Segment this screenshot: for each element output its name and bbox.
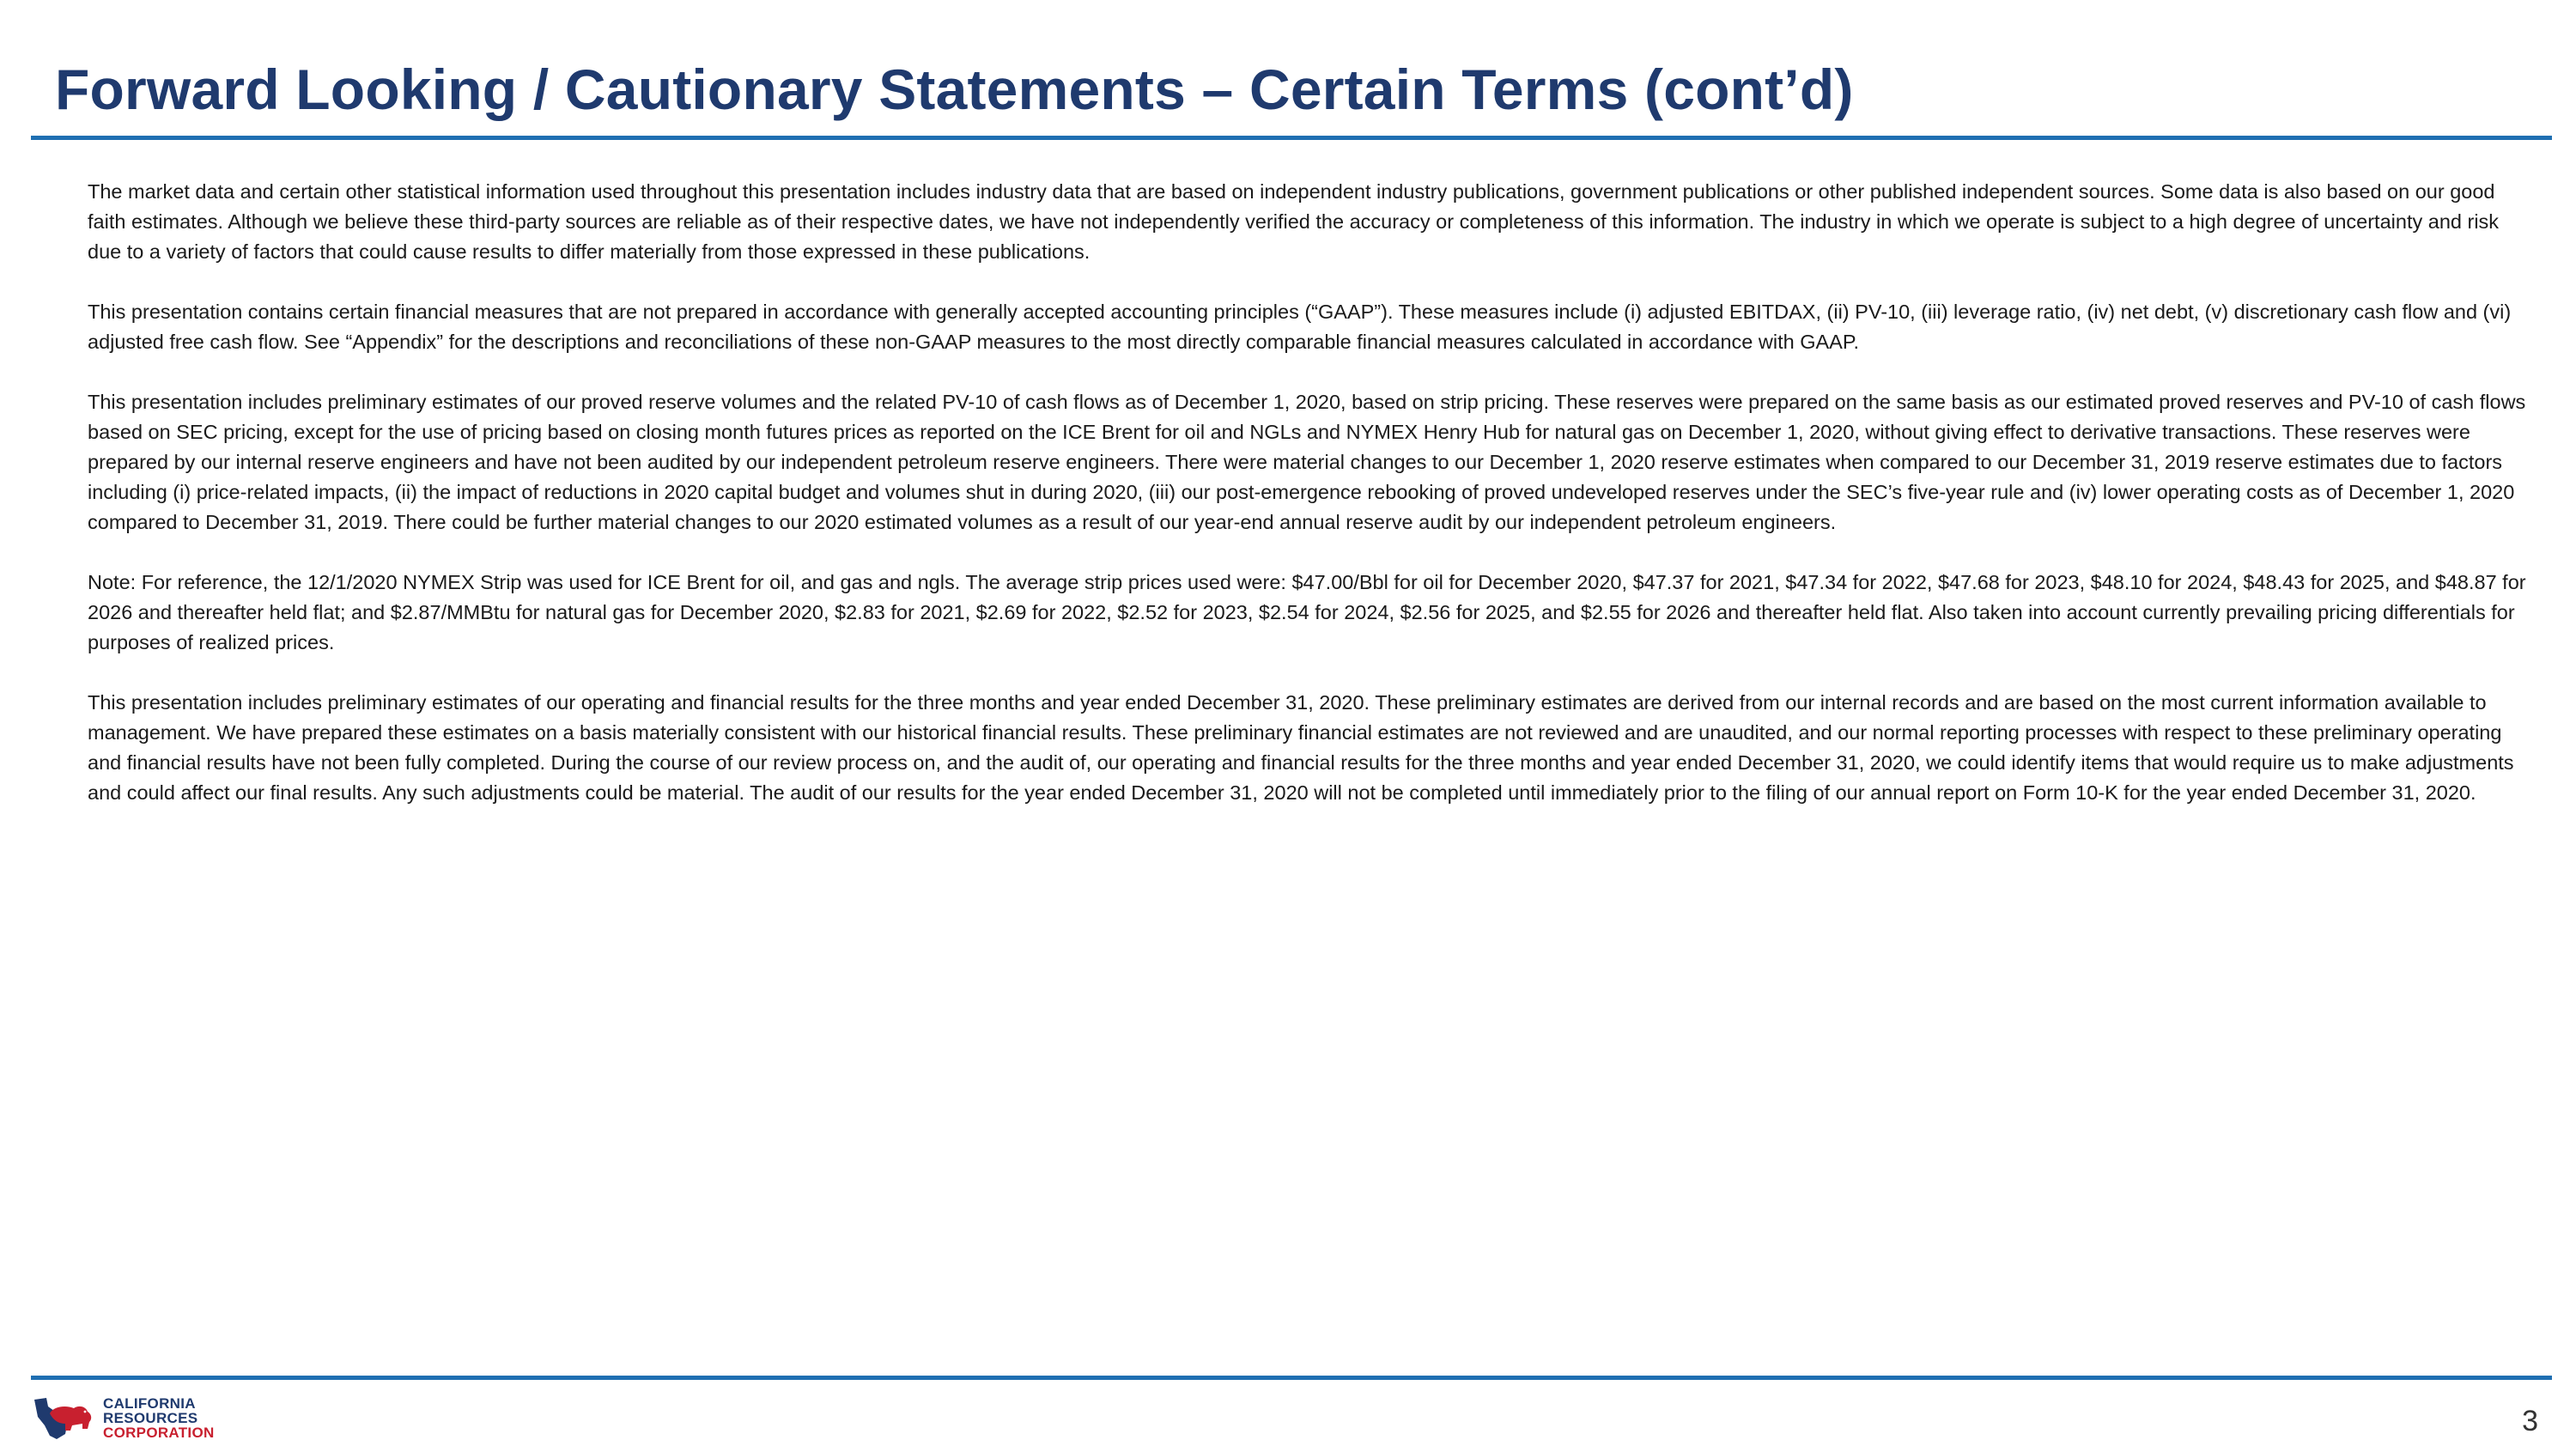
logo-line-2: RESOURCES <box>103 1410 198 1426</box>
disclaimer-body <box>88 177 2535 838</box>
logo-line-1: CALIFORNIA <box>103 1395 196 1412</box>
title-divider <box>31 136 2552 140</box>
logo-line-3: CORPORATION <box>103 1425 215 1441</box>
paragraph-reserves: This presentation includes preliminary estimates of our proved reserve volumes and the related PV-10 of cash flows as of December 1, 2020, based on strip pricing. These reserves were prepared on the same basis as our estimated proved reserves and PV-10 of cash flows based on SEC pricing, except for the use of pricing based on closing month futures prices as reported on the ICE Brent for oil and NGLs and NYMEX Henry Hub for natural gas on December 1, 2020, without giving effect to derivative transactions. These reserves were prepared by our internal reserve engineers and have not been audited by our independent petroleum reserve engineers. There were material changes to our December 1, 2020 reserve estimates when compared to our December 31, 2019 reserve estimates due to factors including (i) price-related impacts, (ii) the impact of reductions in 2020 capital budget and volumes shut in during 2020, (iii) our post-emergence rebooking of proved undeveloped reserves under the SEC’s five-year rule and (iv) lower operating costs as of December 1, 2020 compared to December 31, 2019. There could be further material changes to our 2020 estimated volumes as a result of our year-end annual reserve audit by our independent petroleum engineers. <box>88 391 2526 533</box>
slide-title: Forward Looking / Cautionary Statements – Certain Terms (cont’d) <box>55 58 1854 121</box>
paragraph-market-data: The market data and certain other statistical information used throughout this presentation includes industry data that are based on independent industry publications, government publications or other published independent sources. Some data is also based on our good faith estimates. Although we believe these third-party sources are reliable as of their respective dates, we have not independently verified the accuracy or completeness of this information. The industry in which we operate is subject to a high degree of uncertainty and risk due to a variety of factors that could cause results to differ materially from those expressed in these publications. <box>88 180 2500 263</box>
paragraph-preliminary-results: This presentation includes preliminary estimates of our operating and financial results for the three months and year ended December 31, 2020. These preliminary estimates are derived from our internal records and are based on the most current information available to management. We have prepared these estimates on a basis materially consistent with our historical financial results. These preliminary financial estimates are not reviewed and are unaudited, and our normal reporting processes with respect to these preliminary operating and financial results have not been fully completed. During the course of our review process on, and the audit of, our operating and financial results for the three months and year ended December 31, 2020, we could identify items that would require us to make adjustments and could affect our final results. Any such adjustments could be material. The audit of our results for the year ended December 31, 2020 will not be completed until immediately prior to the filing of our annual report on Form 10-K for the year ended December 31, 2020. <box>88 691 2514 804</box>
paragraph-strip-pricing-note: Note: For reference, the 12/1/2020 NYMEX Strip was used for ICE Brent for oil, and gas and ngls. The average strip prices used were: $47.00/Bbl for oil for December 2020, $47.37 for 2021, $47.34 for 2022, $47.68 for 2023, $48.10 for 2024, $48.43 for 2025, and $48.87 for 2026 and thereafter held flat; and $2.87/MMBtu for natural gas for December 2020, $2.83 for 2021, $2.69 for 2022, $2.52 for 2023, $2.54 for 2024, $2.56 for 2025, and $2.55 for 2026 and thereafter held flat. Also taken into account currently prevailing pricing differentials for purposes of realized prices. <box>88 571 2526 653</box>
logo-wordmark <box>103 1396 215 1440</box>
company-logo <box>31 1391 220 1446</box>
paragraph-non-gaap: This presentation contains certain financial measures that are not prepared in accordance with generally accepted accounting principles (“GAAP”). These measures include (i) adjusted EBITDAX, (ii) PV-10, (iii) leverage ratio, (iv) net debt, (v) discretionary cash flow and (vi) adjusted free cash flow. See “Appendix” for the descriptions and reconciliations of these non-GAAP measures to the most directly comparable financial measures calculated in accordance with GAAP. <box>88 301 2512 353</box>
footer-divider <box>31 1376 2552 1380</box>
page-number: 3 <box>2522 1405 2538 1437</box>
